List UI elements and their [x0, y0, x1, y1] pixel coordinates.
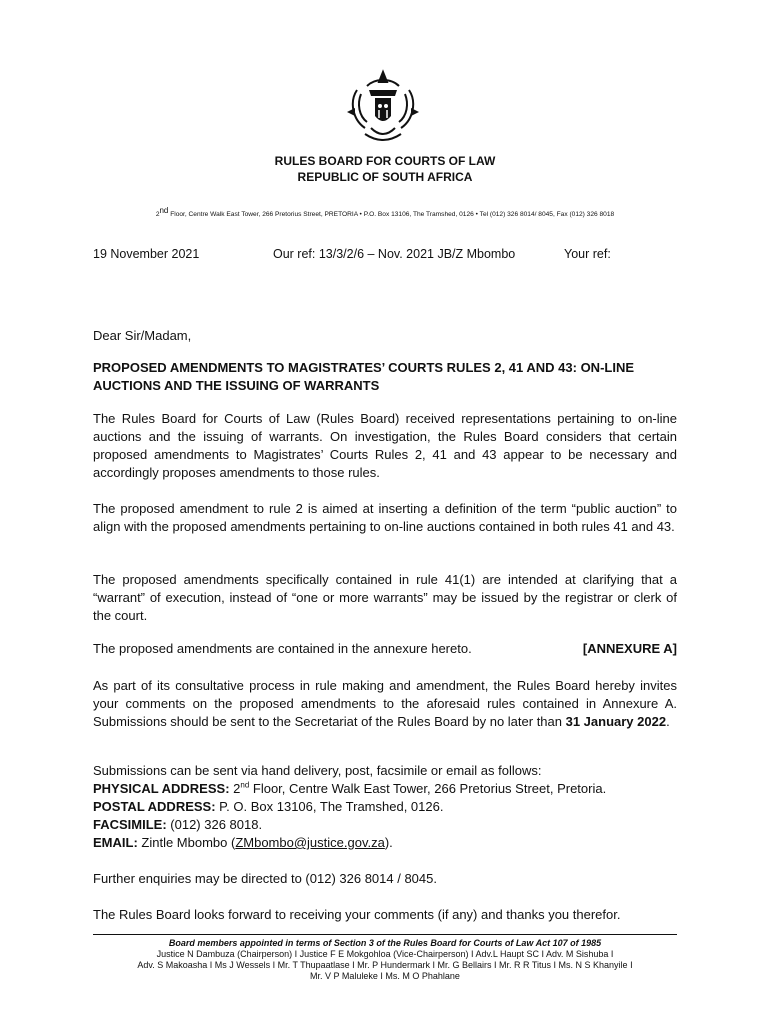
footer-title: Board members appointed in terms of Section 3 of the Rules Board for Courts of Law Act 107 of 1985: [168, 938, 602, 948]
our-reference: Our ref: 13/3/2/6 – Nov. 2021 JB/Z Mbombo: [273, 247, 516, 261]
email-link[interactable]: ZMbombo@justice.gov.za: [235, 835, 385, 850]
board-members-footer: Board members appointed in terms of Section 3 of the Rules Board for Courts of Law Act 107 of 1985 Justice N Dambuza (Chairperson) I Justice F E Mokgohloa (Vice-Chairperson) I Adv.L Haupt SC I Adv. M Sishuba I Adv. S Makoasha I Ms J Wessels I Mr. T Thupaatlase I Mr. P Hundermark I Mr. G Bellairs I Mr. R R Titus I Ms. N S Khanyile I Mr. V P Maluleke I Ms. M O Phahlane: [60, 938, 710, 982]
submission-deadline: 31 January 2022: [565, 714, 667, 729]
south-africa-coat-of-arms-icon: [345, 68, 421, 148]
postal-address: POSTAL ADDRESS: P. O. Box 13106, The Tramshed, 0126.: [93, 799, 444, 814]
paragraph-rule-41: The proposed amendments specifically contained in rule 41(1) are intended at clarifying that a “warrant” of execution, instead of “one or more warrants” may be issued by the registrar or clerk of the court.: [93, 572, 677, 623]
paragraph-rule-2: The proposed amendment to rule 2 is aimed at inserting a definition of the term “public auction” to align with the proposed amendments pertaining to on-line auctions contained in both rules 41 and 43.: [93, 501, 677, 534]
physical-address: PHYSICAL ADDRESS: 2nd Floor, Centre Walk East Tower, 266 Pretorius Street, Pretoria.: [93, 780, 607, 796]
letterhead-address: 2nd Floor, Centre Walk East Tower, 266 Pretorius Street, PRETORIA • P.O. Box 13106, The Tramshed, 0126 • Tel (012) 326 8014/ 8045, Fax (012) 326 8018: [155, 206, 615, 219]
country-name: REPUBLIC OF SOUTH AFRICA: [297, 170, 473, 184]
annexure-reference: The proposed amendments are contained in the annexure hereto. [ANNEXURE A]: [93, 641, 677, 656]
subject-heading: PROPOSED AMENDMENTS TO MAGISTRATES’ COURTS RULES 2, 41 AND 43: ON-LINE AUCTIONS AND THE ISSUING OF WARRANTS: [93, 360, 635, 393]
salutation: Dear Sir/Madam,: [93, 328, 192, 343]
footer-divider: [93, 934, 677, 935]
submission-details: Submissions can be sent via hand delivery, post, facsimile or email as follows: PHYSICAL ADDRESS: 2nd Floor, Centre Walk East Tower, 266 Pretorius Street, Pretoria. POSTAL ADDRESS: P. O. Box 13106, The Tramshed, 0126. FACSIMILE: (012) 326 8018. EMAIL: Zintle Mbombo (ZMbombo@justice.gov.za).: [93, 762, 677, 852]
your-reference: Your ref:: [564, 247, 611, 261]
facsimile: FACSIMILE: (012) 326 8018.: [93, 817, 263, 832]
letter-date: 19 November 2021: [93, 247, 200, 261]
org-name: RULES BOARD FOR COURTS OF LAW: [274, 154, 496, 168]
annexure-label: [ANNEXURE A]: [582, 641, 677, 656]
enquiries: Further enquiries may be directed to (012) 326 8014 / 8045.: [93, 871, 437, 886]
paragraph-representations: The Rules Board for Courts of Law (Rules Board) received representations pertaining to on-line auctions and the issuing of warrants. On investigation, the Rules Board considers that certain proposed amendments to Magistrates’ Courts Rules 2, 41 and 43 appear to be necessary and accordingly proposes amendments to those rules.: [93, 411, 677, 480]
email: EMAIL: Zintle Mbombo (ZMbombo@justice.gov.za).: [93, 835, 393, 850]
paragraph-invitation: As part of its consultative process in rule making and amendment, the Rules Board hereby invites your comments on the proposed amendments to the aforesaid rules contained in Annexure A. Submissions should be sent to the Secretariat of the Rules Board by no later than 31 January 2022.: [93, 678, 677, 729]
closing-line: The Rules Board looks forward to receiving your comments (if any) and thanks you therefor.: [93, 907, 621, 922]
